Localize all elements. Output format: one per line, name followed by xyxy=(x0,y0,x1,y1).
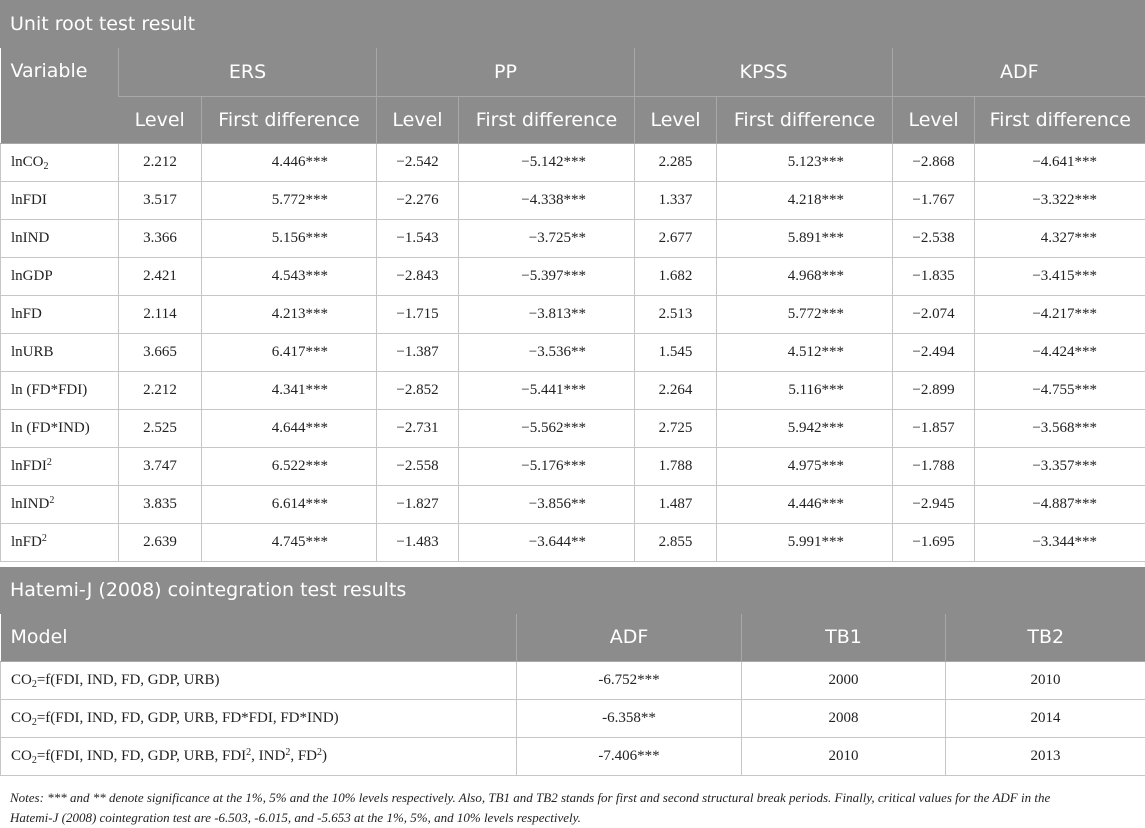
first-difference-value: 4.745*** xyxy=(202,523,377,561)
tb2-value: 2013 xyxy=(946,737,1145,775)
model-cell: $CO_2=f(FDI$, IND, FD, GDP, URB, FD*FDI, FD*IND) xyxy=(1,699,517,737)
level-value: 2.212 xyxy=(119,371,202,409)
level-header: Level xyxy=(377,96,459,143)
first-difference-value: −5.562*** xyxy=(459,409,635,447)
first-difference-value: −5.397*** xyxy=(459,257,635,295)
first-difference-value: 4.327*** xyxy=(975,219,1145,257)
level-value: −2.494 xyxy=(893,333,975,371)
tb1-header: TB1 xyxy=(742,614,946,661)
first-difference-value: 4.446*** xyxy=(717,485,893,523)
level-value: 1.682 xyxy=(635,257,717,295)
variable-cell: lnURB xyxy=(1,333,119,371)
first-difference-value: −4.887*** xyxy=(975,485,1145,523)
table-row xyxy=(1,409,1145,447)
first-difference-value: −4.641*** xyxy=(975,143,1145,181)
adf-value: -6.752*** xyxy=(517,661,742,699)
first-difference-header: First difference xyxy=(202,96,377,143)
first-difference-value: −5.441*** xyxy=(459,371,635,409)
first-difference-value: 5.123*** xyxy=(717,143,893,181)
tb1-value: 2010 xyxy=(742,737,946,775)
adf-value: -7.406*** xyxy=(517,737,742,775)
level-value: 2.264 xyxy=(635,371,717,409)
notes xyxy=(10,788,1140,828)
level-value: 2.525 xyxy=(119,409,202,447)
level-value: −2.843 xyxy=(377,257,459,295)
first-difference-value: 6.614*** xyxy=(202,485,377,523)
first-difference-value: −3.536** xyxy=(459,333,635,371)
first-difference-value: 4.446*** xyxy=(202,143,377,181)
first-difference-value: 6.522*** xyxy=(202,447,377,485)
first-difference-value: 5.156*** xyxy=(202,219,377,257)
hatemi-title: Hatemi-J (2008) cointegration test results xyxy=(0,567,1145,614)
first-difference-value: −4.338*** xyxy=(459,181,635,219)
level-value: −2.538 xyxy=(893,219,975,257)
first-difference-value: 4.968*** xyxy=(717,257,893,295)
first-difference-value: 5.891*** xyxy=(717,219,893,257)
first-difference-value: 4.512*** xyxy=(717,333,893,371)
variable-cell: lnIND$^2$ xyxy=(1,485,119,523)
level-value: −2.276 xyxy=(377,181,459,219)
level-value: 3.366 xyxy=(119,219,202,257)
first-difference-value: 5.942*** xyxy=(717,409,893,447)
level-header: Level xyxy=(119,96,202,143)
first-difference-value: −3.856** xyxy=(459,485,635,523)
table-row xyxy=(1,447,1145,485)
first-difference-value: −3.644** xyxy=(459,523,635,561)
table-row xyxy=(1,257,1145,295)
table-row xyxy=(1,371,1145,409)
level-value: 3.665 xyxy=(119,333,202,371)
first-difference-value: 5.772*** xyxy=(717,295,893,333)
level-value: −1.695 xyxy=(893,523,975,561)
level-value: −2.945 xyxy=(893,485,975,523)
table-row xyxy=(1,333,1145,371)
level-value: −1.387 xyxy=(377,333,459,371)
test-header-pp: PP xyxy=(377,48,635,96)
level-value: −1.543 xyxy=(377,219,459,257)
level-value: 2.513 xyxy=(635,295,717,333)
test-header-ers: ERS xyxy=(119,48,377,96)
first-difference-value: 4.543*** xyxy=(202,257,377,295)
test-header-kpss: KPSS xyxy=(635,48,893,96)
level-value: −1.827 xyxy=(377,485,459,523)
level-value: 2.725 xyxy=(635,409,717,447)
first-difference-value: −3.568*** xyxy=(975,409,1145,447)
first-difference-value: −3.357*** xyxy=(975,447,1145,485)
level-value: −2.899 xyxy=(893,371,975,409)
notes-line-1: Notes: *** and ** denote significance at the 1%, 5% and the 10% levels respectively. Also, TB1 and TB2 stands for first and second structural break periods. Finally, critical values for the ADF in the xyxy=(10,790,1051,805)
adf-value: -6.358** xyxy=(517,699,742,737)
level-header: Level xyxy=(635,96,717,143)
variable-cell: lnFDI xyxy=(1,181,119,219)
variable-cell: lnFD$^2$ xyxy=(1,523,119,561)
variable-cell: ln (FD*FDI) xyxy=(1,371,119,409)
table-row xyxy=(1,181,1145,219)
level-header: Level xyxy=(893,96,975,143)
variable-cell: lnIND xyxy=(1,219,119,257)
level-value: 3.517 xyxy=(119,181,202,219)
level-value: 2.285 xyxy=(635,143,717,181)
model-header: Model xyxy=(1,614,517,661)
first-difference-value: −5.142*** xyxy=(459,143,635,181)
level-value: −1.483 xyxy=(377,523,459,561)
variable-cell: lnFD xyxy=(1,295,119,333)
first-difference-value: 4.218*** xyxy=(717,181,893,219)
level-value: 2.639 xyxy=(119,523,202,561)
table-row xyxy=(1,295,1145,333)
first-difference-value: −4.424*** xyxy=(975,333,1145,371)
level-value: 1.545 xyxy=(635,333,717,371)
level-value: 1.487 xyxy=(635,485,717,523)
table-row xyxy=(1,661,1145,699)
table-row xyxy=(1,699,1145,737)
level-value: 1.788 xyxy=(635,447,717,485)
tb2-value: 2010 xyxy=(946,661,1145,699)
tb1-value: 2000 xyxy=(742,661,946,699)
level-value: −1.715 xyxy=(377,295,459,333)
level-value: −1.835 xyxy=(893,257,975,295)
first-difference-value: 4.341*** xyxy=(202,371,377,409)
first-difference-value: 5.116*** xyxy=(717,371,893,409)
hatemi-table xyxy=(0,614,1145,776)
table-row xyxy=(1,523,1145,561)
first-difference-header: First difference xyxy=(717,96,893,143)
table-row xyxy=(1,485,1145,523)
level-value: −2.852 xyxy=(377,371,459,409)
level-value: −1.788 xyxy=(893,447,975,485)
tb1-value: 2008 xyxy=(742,699,946,737)
first-difference-value: −3.725** xyxy=(459,219,635,257)
table-row xyxy=(1,219,1145,257)
notes-line-2: Hatemi-J (2008) cointegration test are -6.503, -6.015, and -5.653 at the 1%, 5%, and 10% levels respectively. xyxy=(10,810,581,825)
first-difference-value: −3.415*** xyxy=(975,257,1145,295)
model-cell: $CO_2=f(FDI$, IND, FD, GDP, URB) xyxy=(1,661,517,699)
first-difference-value: −3.344*** xyxy=(975,523,1145,561)
adf-header: ADF xyxy=(517,614,742,661)
table-row xyxy=(1,737,1145,775)
level-value: −2.868 xyxy=(893,143,975,181)
level-value: −2.542 xyxy=(377,143,459,181)
first-difference-value: 5.991*** xyxy=(717,523,893,561)
level-value: −1.857 xyxy=(893,409,975,447)
first-difference-value: −4.755*** xyxy=(975,371,1145,409)
first-difference-value: 6.417*** xyxy=(202,333,377,371)
first-difference-value: −4.217*** xyxy=(975,295,1145,333)
first-difference-value: −3.813** xyxy=(459,295,635,333)
level-value: −1.767 xyxy=(893,181,975,219)
level-value: 2.114 xyxy=(119,295,202,333)
level-value: 2.677 xyxy=(635,219,717,257)
unit-root-title: Unit root test result xyxy=(0,0,1145,48)
variable-cell: lnGDP xyxy=(1,257,119,295)
unit-root-table xyxy=(0,48,1145,562)
table-row xyxy=(1,143,1145,181)
first-difference-value: −3.322*** xyxy=(975,181,1145,219)
level-value: −2.558 xyxy=(377,447,459,485)
test-header-adf: ADF xyxy=(893,48,1145,96)
variable-cell: ln (FD*IND) xyxy=(1,409,119,447)
variable-cell: lnCO$_2$ xyxy=(1,143,119,181)
first-difference-header: First difference xyxy=(459,96,635,143)
first-difference-header: First difference xyxy=(975,96,1145,143)
first-difference-value: −5.176*** xyxy=(459,447,635,485)
first-difference-value: 4.975*** xyxy=(717,447,893,485)
level-value: 1.337 xyxy=(635,181,717,219)
tb2-header: TB2 xyxy=(946,614,1145,661)
first-difference-value: 4.644*** xyxy=(202,409,377,447)
variable-header: Variable xyxy=(1,48,119,143)
first-difference-value: 4.213*** xyxy=(202,295,377,333)
level-value: 3.835 xyxy=(119,485,202,523)
level-value: 3.747 xyxy=(119,447,202,485)
level-value: −2.074 xyxy=(893,295,975,333)
first-difference-value: 5.772*** xyxy=(202,181,377,219)
level-value: 2.855 xyxy=(635,523,717,561)
model-cell: $CO_2=f(FDI$, IND, FD, GDP, URB, FDI$^2$, IND$^2$, $FD^2$) xyxy=(1,737,517,775)
variable-cell: lnFDI$^2$ xyxy=(1,447,119,485)
tb2-value: 2014 xyxy=(946,699,1145,737)
level-value: −2.731 xyxy=(377,409,459,447)
level-value: 2.212 xyxy=(119,143,202,181)
level-value: 2.421 xyxy=(119,257,202,295)
